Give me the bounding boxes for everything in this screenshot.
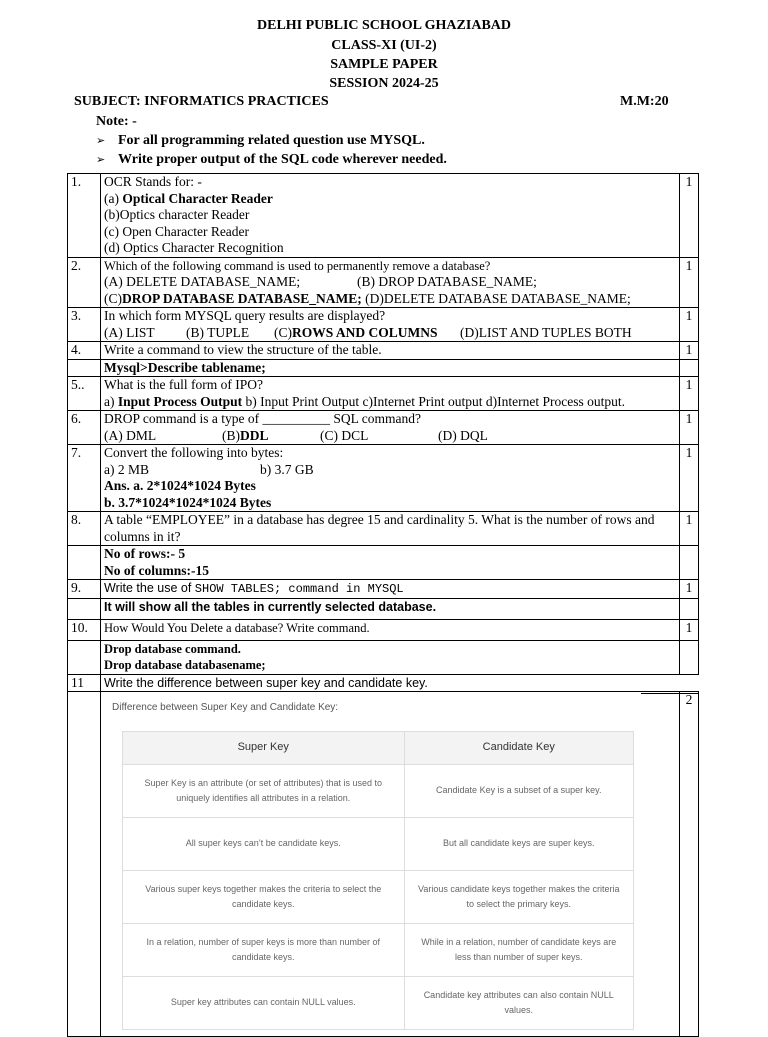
answer-row [68, 546, 699, 580]
question-number: 5.. [68, 377, 101, 411]
table-cell: Super key attributes can contain NULL values. [123, 976, 405, 1029]
answer-text: No of columns:-15 [104, 562, 209, 578]
table-cell: Candidate key attributes can also contain NULL values. [404, 976, 633, 1029]
school-name: DELHI PUBLIC SCHOOL GHAZIABAD [257, 18, 511, 33]
question-number: 3. [68, 308, 101, 342]
answer-text: b. 3.7*1024*1024*1024 Bytes [104, 494, 272, 510]
question-row [68, 619, 699, 640]
question-number: 4. [68, 342, 101, 360]
question-body: Write the difference between super key and candidate key. [101, 674, 680, 692]
answer-row [68, 640, 699, 674]
arrow-icon: ➢ [96, 134, 106, 147]
answer-text: It will show all the tables in currently selected database. [101, 598, 680, 619]
question-body: A table “EMPLOYEE” in a database has degree 15 and cardinality 5. What is the number of rows and columns in it? [101, 512, 680, 546]
question-number: 6. [68, 411, 101, 445]
question-row [68, 580, 699, 599]
question-row [68, 674, 699, 692]
question-marks: 1 [680, 411, 699, 445]
question-number: 2. [68, 257, 101, 308]
answer-text: Drop database databasename; [104, 658, 266, 672]
question-marks: 1 [680, 174, 699, 258]
note-bullet: ➢ Write proper output of the SQL code wherever needed. [96, 152, 447, 167]
correct-option: DROP DATABASE DATABASE_NAME; [122, 290, 362, 306]
table-cell: But all candidate keys are super keys. [404, 817, 633, 870]
table-row [123, 764, 634, 817]
question-body: Convert the following into bytes: a) 2 MB b) 3.7 GB Ans. a. 2*1024*1024 Bytes b. 3.7*1024*1024*1024 Bytes [101, 445, 680, 512]
question-row [68, 377, 699, 411]
answer-text: No of rows:- 5 [104, 546, 186, 561]
answer-row [68, 598, 699, 619]
image-title: Difference between Super Key and Candidate Key: [112, 702, 339, 713]
answer-text: Ans. a. 2*1024*1024 Bytes [104, 478, 256, 493]
question-body: In which form MYSQL query results are displayed? (A) LIST (B) TUPLE (C)ROWS AND COLUMNS (D)LIST AND TUPLES BOTH [101, 308, 680, 342]
question-marks: 1 [680, 619, 699, 640]
question-marks: 1 [680, 580, 699, 599]
question-row [68, 342, 699, 360]
correct-option: DDL [240, 427, 269, 443]
table-cell: Various super keys together makes the criteria to select the candidate keys. [123, 870, 405, 923]
answer-text: Mysql>Describe tablename; [101, 359, 680, 377]
question-table [67, 173, 699, 1037]
question-marks: 1 [680, 308, 699, 342]
question-body: How Would You Delete a database? Write command. [101, 619, 680, 640]
question-marks: 1 [680, 377, 699, 411]
max-marks: M.M:20 [620, 94, 669, 109]
question-body: DROP command is a type of __________ SQL command? (A) DML (B)DDL (C) DCL (D) DQL [101, 411, 680, 445]
question-marks: 1 [680, 512, 699, 546]
table-cell: While in a relation, number of candidate keys are less than number of super keys. [404, 923, 633, 976]
question-row [68, 257, 699, 308]
question-number: 9. [68, 580, 101, 599]
table-cell: All super keys can’t be candidate keys. [123, 817, 405, 870]
question-body: What is the full form of IPO? a) Input Process Output b) Input Print Output c)Internet Print output d)Internet Process output. [101, 377, 680, 411]
difference-table [122, 731, 634, 1030]
paper-title: SAMPLE PAPER [330, 57, 438, 72]
question-body: Write a command to view the structure of the table. [101, 342, 680, 360]
question-row [68, 411, 699, 445]
question-row [68, 308, 699, 342]
table-row [123, 923, 634, 976]
answer-row [68, 692, 699, 1037]
table-row [123, 870, 634, 923]
note-label: Note: - [96, 114, 137, 129]
arrow-icon: ➢ [96, 153, 106, 166]
correct-option: Optical Character Reader [122, 190, 273, 206]
table-row [123, 976, 634, 1029]
question-marks: 2 [680, 692, 699, 1037]
question-number: 7. [68, 445, 101, 512]
subject-line: SUBJECT: INFORMATICS PRACTICES [74, 94, 329, 109]
question-body: OCR Stands for: - (a) Optical Character Reader (b)Optics character Reader (c) Open Character Reader (d) Optics Character Recognition [101, 174, 680, 258]
divider [641, 693, 699, 694]
answer-text: Drop database command. [104, 641, 241, 656]
question-number: 10. [68, 619, 101, 640]
question-body: Which of the following command is used to permanently remove a database? (A) DELETE DATABASE_NAME; (B) DROP DATABASE_NAME; (C)DROP DATABASE DATABASE_NAME; (D)DELETE DATABASE DATABASE_NAME; [101, 257, 680, 308]
question-row [68, 174, 699, 258]
table-cell: Various candidate keys together makes the criteria to select the primary keys. [404, 870, 633, 923]
note-bullet: ➢ For all programming related question use MYSQL. [96, 133, 425, 148]
question-marks: 1 [680, 342, 699, 360]
table-row [123, 817, 634, 870]
question-number: 11 [68, 674, 101, 692]
table-cell: In a relation, number of super keys is more than number of candidate keys. [123, 923, 405, 976]
class-line: CLASS-XI (UI-2) [331, 38, 437, 53]
question-body: Write the use of SHOW TABLES; command in MYSQL [101, 580, 680, 599]
table-cell: Candidate Key is a subset of a super key. [404, 764, 633, 817]
column-header: Super Key [123, 731, 405, 764]
question-number: 8. [68, 512, 101, 546]
question-number: 1. [68, 174, 101, 258]
difference-image [101, 692, 680, 1037]
table-cell: Super Key is an attribute (or set of attributes) that is used to uniquely identifies all attributes in a relation. [123, 764, 405, 817]
question-marks: 1 [680, 445, 699, 512]
question-row [68, 445, 699, 512]
correct-option: Input Process Output [117, 393, 243, 409]
question-marks: 1 [680, 257, 699, 308]
session-line: SESSION 2024-25 [329, 76, 439, 91]
answer-row [68, 359, 699, 377]
correct-option: ROWS AND COLUMNS [292, 324, 438, 340]
question-row [68, 512, 699, 546]
column-header: Candidate Key [404, 731, 633, 764]
